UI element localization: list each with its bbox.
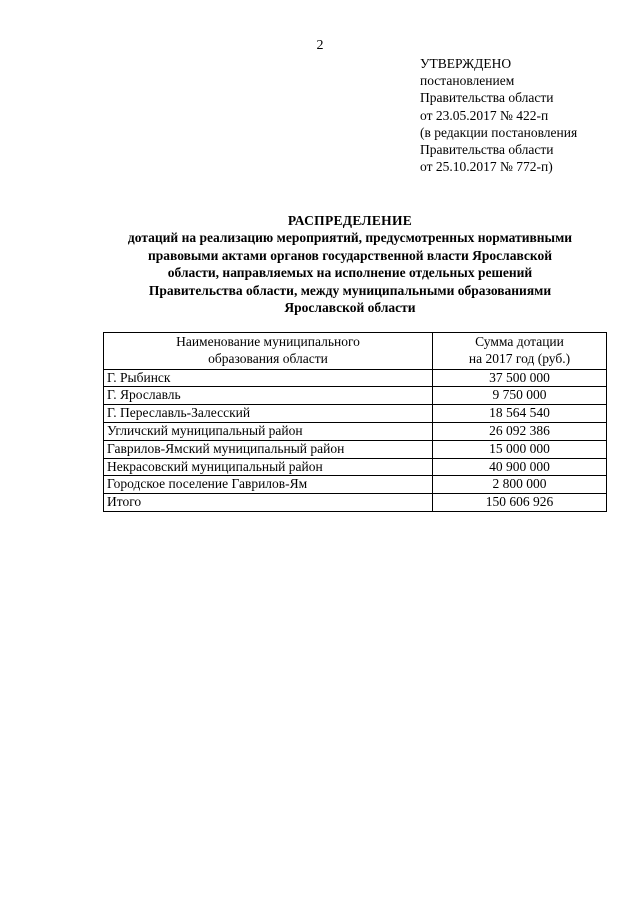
header-text: Сумма дотации (475, 334, 564, 349)
grant-sum: 2 800 000 (433, 476, 607, 494)
grant-sum: 15 000 000 (433, 440, 607, 458)
table-row (104, 422, 607, 440)
table-row (104, 369, 607, 387)
header-text: Наименование муниципального (176, 334, 360, 349)
heading-line: Ярославской области (284, 300, 416, 316)
approval-line: постановлением (420, 73, 515, 89)
table-row (104, 405, 607, 423)
table-row (104, 387, 607, 405)
municipality-name: Г. Рыбинск (104, 369, 433, 387)
municipality-name: Угличский муниципальный район (104, 422, 433, 440)
approval-line: Правительства области (420, 142, 554, 158)
header-text: на 2017 год (руб.) (468, 350, 571, 366)
document-title: РАСПРЕДЕЛЕНИЕ (287, 213, 413, 228)
municipality-name: Гаврилов-Ямский муниципальный район (104, 440, 433, 458)
total-sum: 150 606 926 (433, 494, 607, 512)
municipality-name: Городское поселение Гаврилов-Ям (104, 476, 433, 494)
grant-sum: 9 750 000 (433, 387, 607, 405)
table-row (104, 476, 607, 494)
header-sum (433, 333, 607, 370)
municipality-name: Г. Ярославль (104, 387, 433, 405)
heading-line: правовыми актами органов государственной власти Ярославской (147, 247, 553, 263)
total-label: Итого (104, 494, 433, 512)
municipality-name: Г. Переславль-Залесский (104, 405, 433, 423)
municipality-name: Некрасовский муниципальный район (104, 458, 433, 476)
approval-line: УТВЕРЖДЕНО (420, 56, 512, 71)
page-number: 2 (316, 38, 324, 53)
heading-line: дотаций на реализацию мероприятий, предусмотренных нормативными (127, 230, 573, 246)
approval-line: от 23.05.2017 № 422-п (420, 107, 549, 123)
grant-sum: 40 900 000 (433, 458, 607, 476)
table-total-row (104, 494, 607, 512)
heading-line: области, направляемых на исполнение отдельных решений (167, 265, 533, 281)
table-header-row (104, 333, 607, 370)
approval-stamp (420, 55, 577, 175)
header-text: образования области (208, 350, 328, 366)
table-row (104, 458, 607, 476)
table-row (104, 440, 607, 458)
heading-line: Правительства области, между муниципальными образованиями (148, 282, 552, 298)
grant-sum: 18 564 540 (433, 405, 607, 423)
header-municipality (104, 333, 433, 370)
document-heading (90, 212, 610, 316)
grant-sum: 37 500 000 (433, 369, 607, 387)
grant-sum: 26 092 386 (433, 422, 607, 440)
approval-line: (в редакции постановления (420, 124, 578, 140)
approval-line: Правительства области (420, 90, 554, 106)
grants-table (103, 332, 607, 512)
approval-line: от 25.10.2017 № 772-п) (420, 159, 553, 175)
